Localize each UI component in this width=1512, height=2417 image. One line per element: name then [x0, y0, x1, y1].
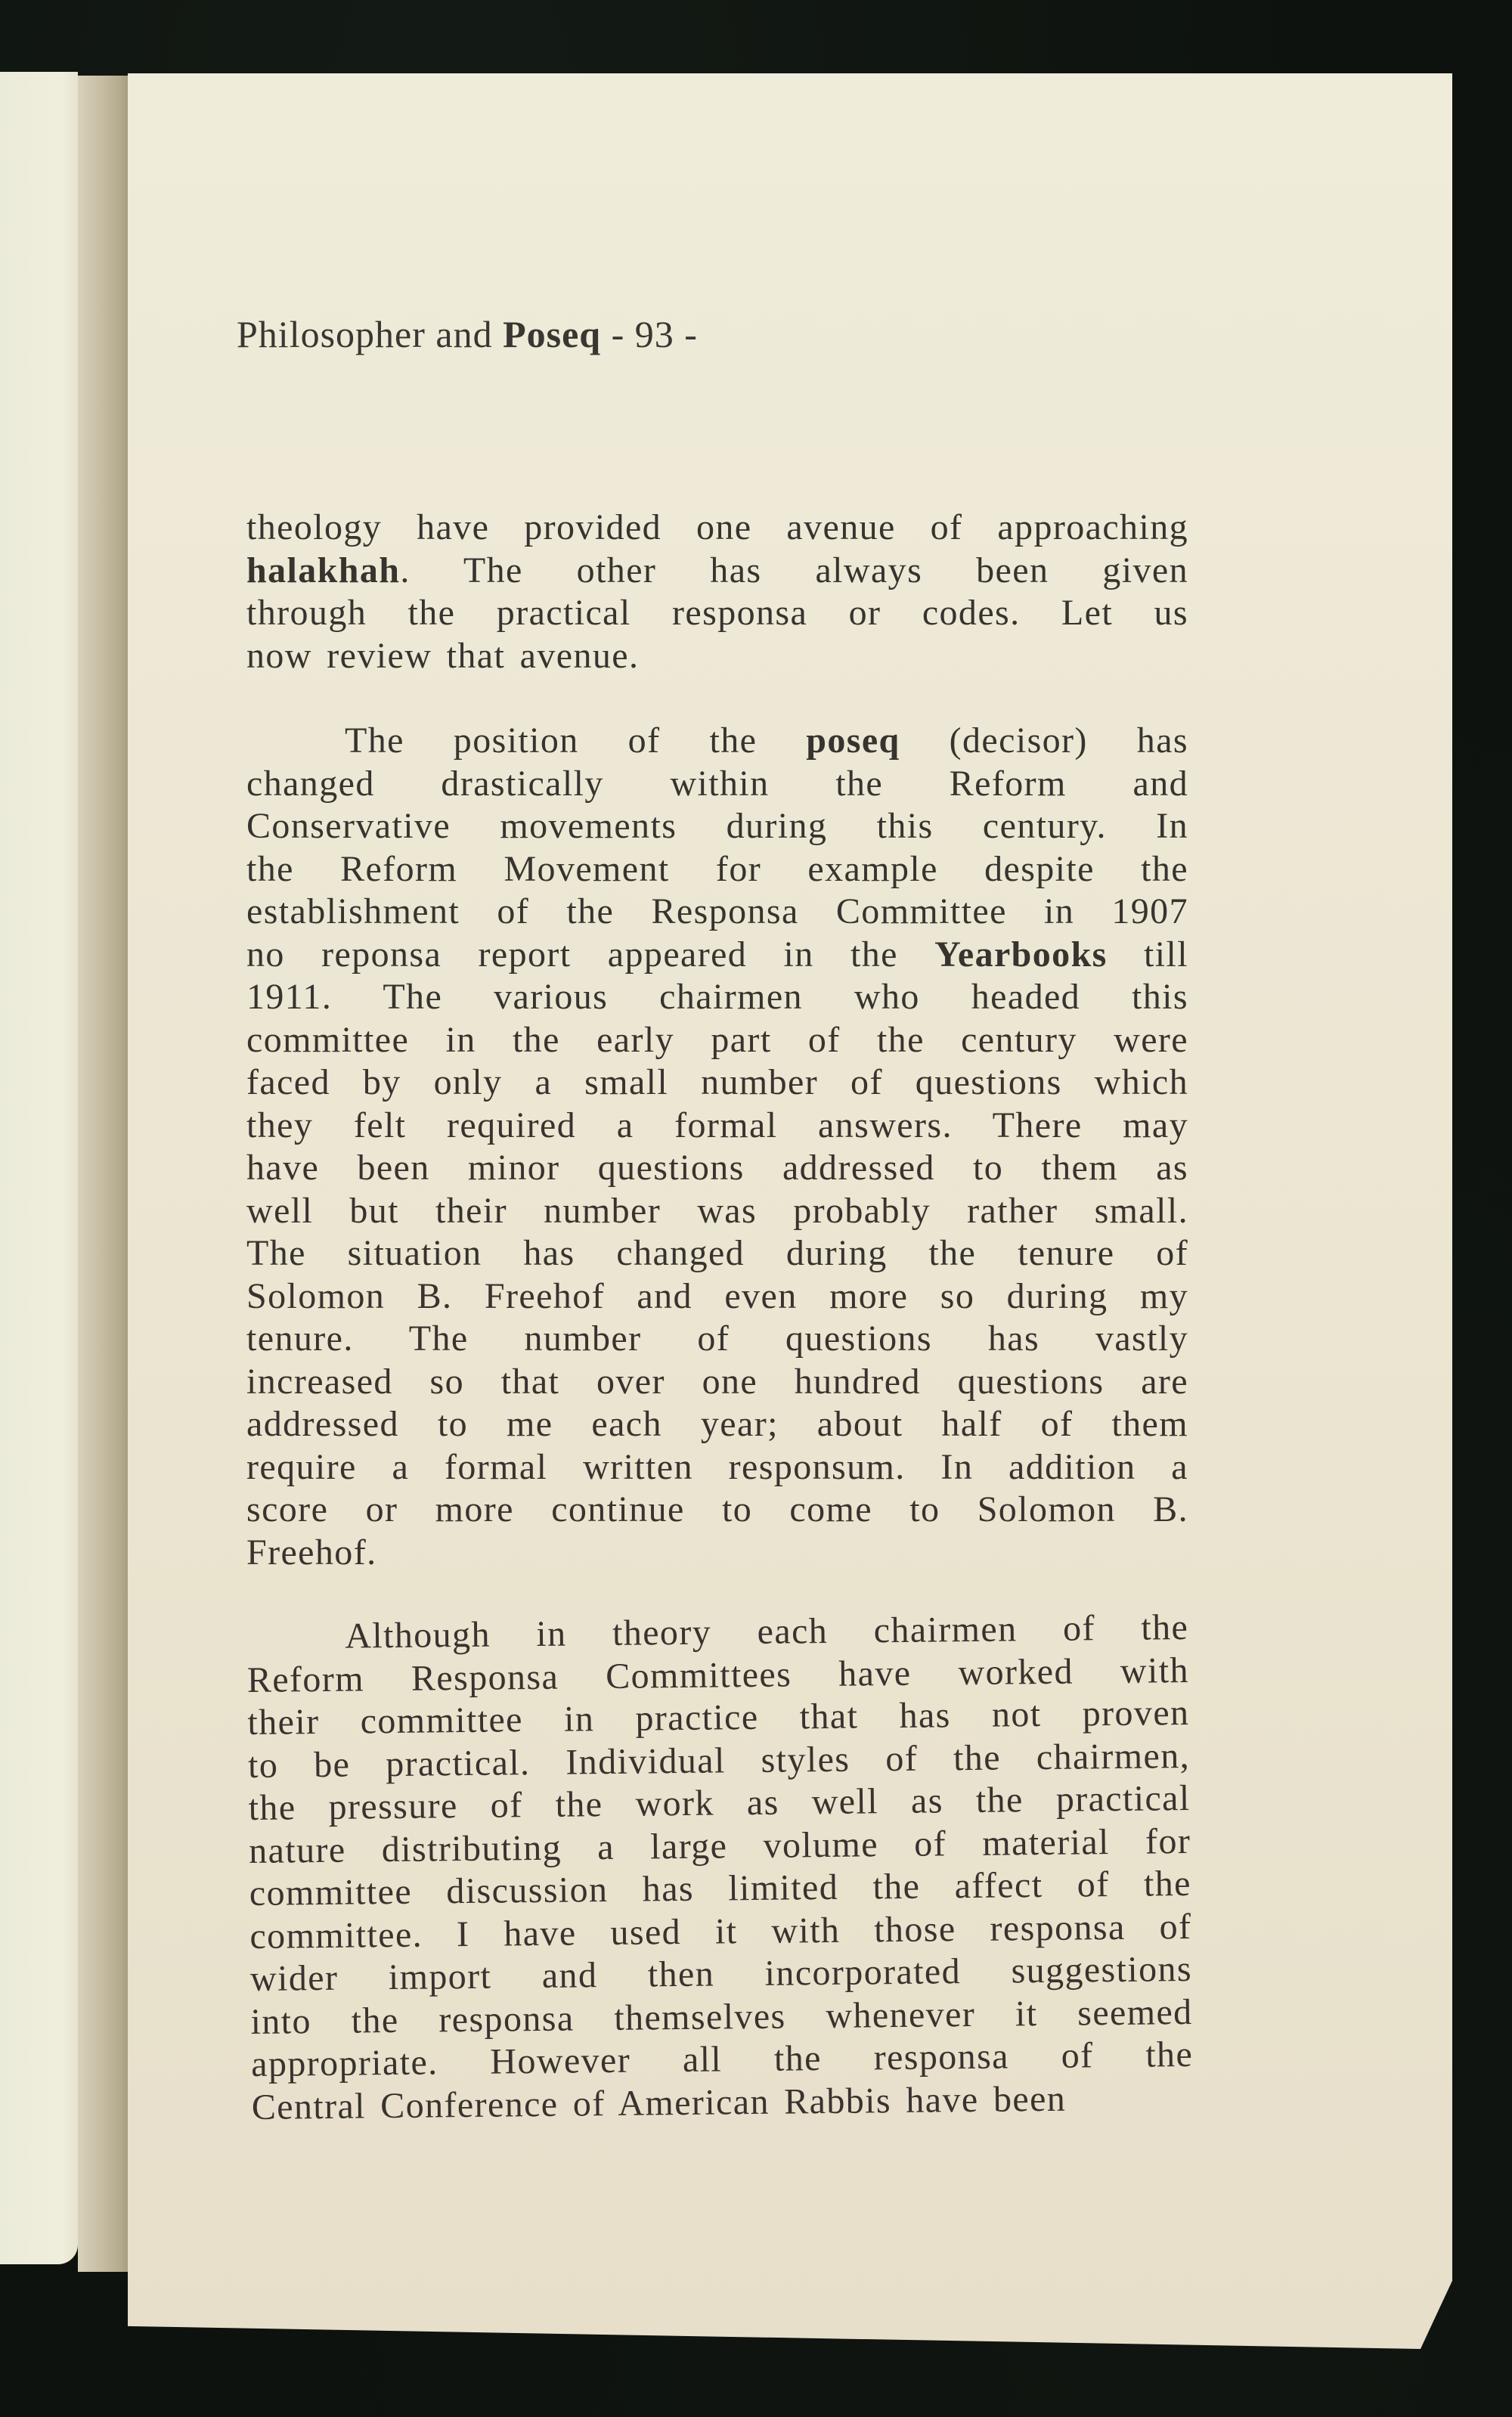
text-line [246, 507, 1188, 550]
text-run: establishment of the Responsa Committee in 1907 [246, 891, 1188, 931]
text-run: Solomon B. Freehof and even more so during my [246, 1275, 1188, 1316]
text-line [246, 1532, 1188, 1575]
text-line [246, 891, 1188, 934]
text-run: have been minor questions addressed to them as [246, 1148, 1188, 1188]
text-run: the pressure of the work as well as the practical [248, 1777, 1191, 1828]
text-run: changed drastically within the Reform and [246, 763, 1188, 804]
text-run: their committee in practice that has not proven [247, 1692, 1190, 1743]
previous-page-edge [0, 72, 78, 2264]
running-head [237, 312, 698, 356]
text-line [246, 1061, 1188, 1105]
text-line [246, 805, 1188, 848]
text-run: committee discussion has limited the affect of the [249, 1863, 1192, 1913]
text-run: nature distributing a large volume of material for [248, 1820, 1191, 1871]
text-line [246, 1190, 1188, 1233]
text-run: Central Conference of American Rabbis have been [251, 2078, 1067, 2127]
text-line [246, 934, 1188, 977]
text-line [246, 1275, 1188, 1319]
text-run: to be practical. Individual styles of the chairmen, [247, 1735, 1191, 1786]
text-line [246, 1232, 1188, 1275]
page-gutter-shadow [78, 76, 128, 2272]
paragraph [246, 720, 1188, 1574]
text-run: faced by only a small number of questions which [246, 1062, 1188, 1102]
text-line [246, 763, 1188, 806]
text-run: Freehof. [246, 1532, 377, 1573]
text-run: 1911. The various chairmen who headed this [246, 977, 1188, 1017]
text-run: tenure. The number of questions has vastly [246, 1319, 1188, 1359]
emphasized-term: Yearbooks [934, 934, 1108, 975]
text-line [246, 550, 1188, 593]
text-run: committee in the early part of the century were [246, 1019, 1188, 1060]
text-line [246, 848, 1188, 891]
text-run: Although in theory each chairmen of the [345, 1607, 1189, 1656]
text-run: till [1107, 934, 1189, 975]
text-run: through the practical responsa or codes. Let us [246, 593, 1188, 633]
text-line [246, 1147, 1188, 1190]
text-run: theology have provided one avenue of approaching [246, 507, 1188, 547]
text-run: wider import and then incorporated suggestions [249, 1948, 1193, 1999]
text-run: into the responsa themselves whenever it seemed [250, 1991, 1193, 2042]
page-number: - 93 - [601, 313, 698, 355]
text-line [246, 1318, 1188, 1361]
running-head-title-bold: Poseq [503, 313, 602, 355]
text-run: (decisor) has [900, 720, 1188, 761]
text-run: addressed to me each year; about half of them [246, 1404, 1188, 1444]
text-run: The situation has changed during the tenure of [246, 1233, 1188, 1273]
text-line [246, 1403, 1188, 1446]
text-run: they felt required a formal answers. There may [246, 1105, 1188, 1145]
text-run: The position of the [345, 720, 807, 761]
text-line [246, 1361, 1188, 1404]
text-run: appropriate. However all the responsa of the [250, 2034, 1194, 2084]
paragraph [246, 507, 1188, 677]
running-head-title: Philosopher and [237, 313, 503, 355]
text-line [246, 1446, 1188, 1489]
text-run: no reponsa report appeared in the [246, 934, 935, 975]
text-run: require a formal written responsum. In addition a [246, 1446, 1188, 1487]
text-run: increased so that over one hundred questions are [246, 1361, 1188, 1402]
text-run: score or more continue to come to Solomon B. [246, 1489, 1188, 1529]
emphasized-term: halakhah [246, 550, 401, 590]
emphasized-term: poseq [806, 720, 900, 761]
text-run: . The other has always been given [400, 550, 1188, 590]
text-line [246, 720, 1188, 763]
text-run: Reform Responsa Committees have worked with [246, 1650, 1190, 1700]
text-run: Conservative movements during this century. In [246, 806, 1188, 846]
text-line [246, 1019, 1188, 1062]
text-run: committee. I have used it with those responsa of [249, 1906, 1192, 1957]
text-run: well but their number was probably rather small. [246, 1190, 1188, 1231]
text-line [246, 1489, 1188, 1532]
text-line [246, 592, 1188, 635]
text-run: now review that avenue. [246, 635, 640, 676]
text-line [246, 1105, 1188, 1148]
body-text [246, 507, 1194, 2129]
text-run: the Reform Movement for example despite the [246, 848, 1188, 889]
text-line [246, 635, 1188, 678]
paragraph [246, 1607, 1194, 2129]
text-line [246, 976, 1188, 1019]
